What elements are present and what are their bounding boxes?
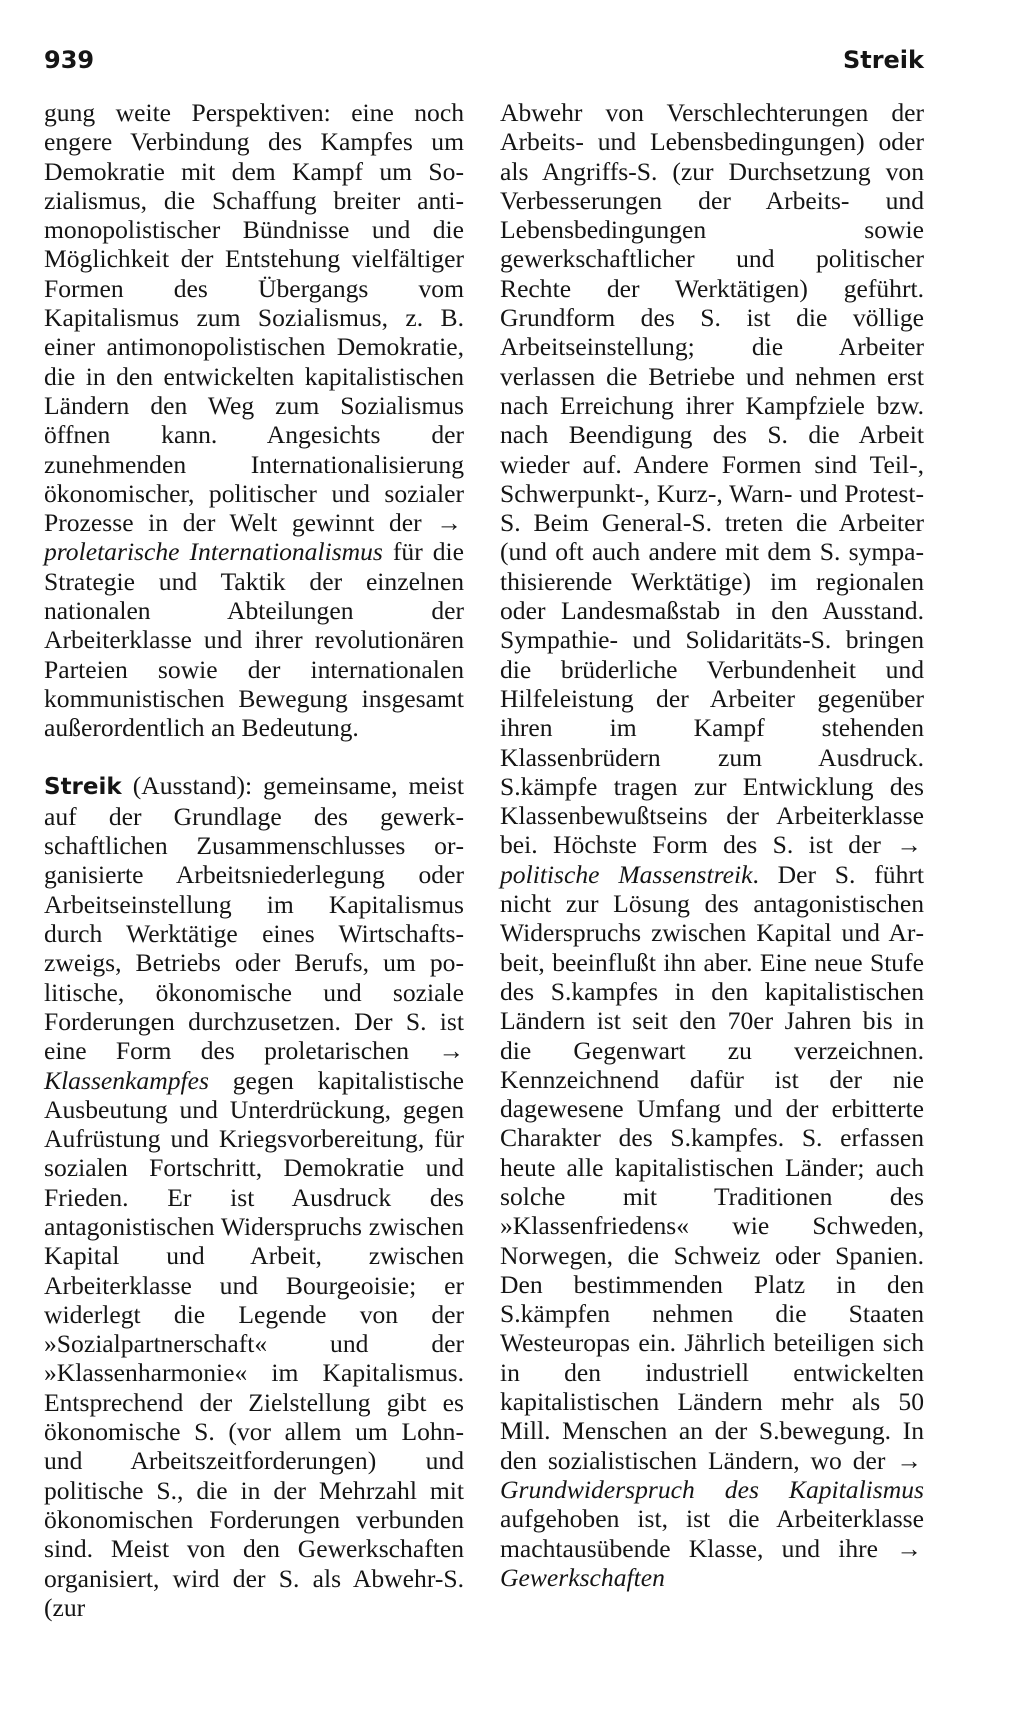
- cross-reference: Gewerkschaften: [500, 1562, 665, 1592]
- running-head: Streik: [842, 46, 924, 74]
- entry-headword: Streik: [44, 773, 122, 800]
- entry-text: für die Strategie und Taktik der einzelnen nationalen Abteilungen der Arbeiterklasse und ihrer revolutionären Parteien sowie der internationalen kommunistischen Bewegung insgesamt außerordentlich an Bedeutung.: [44, 537, 464, 743]
- entry-text: gegen kapitalistische Ausbeutung und Unterdrückung, gegen Aufrüstung und Kriegsvorbereitung, für sozialen Fortschritt, Demokratie und Frieden. Er ist Ausdruck des antagonistischen Widerspruchs zwischen Kapital und Arbeit, zwischen Arbeiterklasse und Bourgeoisie; er widerlegt die Legende von der »Sozialpartnerschaft« und der »Klassenharmonie« im Kapitalismus. Entsprechend der Zielstellung gibt es ökonomische S. (vor allem um Lohn- und Arbeitszeitforderungen) und politische S., die in der Mehrzahl mit ökonomischen Forderungen verbunden sind. Meist von den Gewerkschaften organisiert, wird der S. als Abwehr-S. (zur: [44, 1065, 464, 1622]
- entry-text: (Ausstand): gemeinsame, meist auf der Grundlage des gewerkschaftlichen Zusammenschlusses organisierte Arbeitsniederlegung oder Arbeitseinstellung im Kapitalismus durch Werktätige eines Wirtschaftszweigs, Betriebs oder Berufs, um politische, ökonomische und soziale Forderungen durchzusetzen. Der S. ist eine Form des proletarischen: [44, 770, 464, 1066]
- entry-text: gung weite Perspektiven: eine noch engere Verbindung des Kampfes um Demokratie mit dem Kampf um Sozialismus, die Schaffung breiter antimonopolistischer Bündnisse und die Möglichkeit der Entstehung vielfältiger Formen des Übergangs vom Kapitalismus zum Sozialismus, z. B. einer antimonopolistischen Demokratie, die in den entwickelten kapitalistischen Ländern den Weg zum Sozialismus öffnen kann. Angesichts der zunehmenden Internationalisierung ökonomischer, politischer und sozialer Prozesse in der Welt gewinnt der: [44, 98, 464, 538]
- entry-text: Abwehr von Verschlechterungen der Arbeits- und Lebensbedingungen) oder als Angriffs-S. (zur Durchsetzung von Verbesserungen der Arbeits- und Lebensbedingungen sowie gewerkschaftlicher und politischer Rechte der Werktätigen) geführt. Grundform des S. ist die völlige Arbeitseinstellung; die Arbeiter verlassen die Betriebe und nehmen erst nach Erreichung ihrer Kampfziele bzw. nach Beendigung des S. die Arbeit wieder auf. Andere Formen sind Teil-, Schwerpunkt-, Kurz-, Warn- und Protest-S. Beim General-S. treten die Arbeiter (und oft auch andere mit dem S. sympathisierende Werktätige) im regionalen oder Landesmaßstab in den Ausstand. Sympathie- und Solidaritäts-S. bringen die brüderliche Verbundenheit und Hilfeleistung der Arbeiter gegenüber ihren im Kampf stehenden Klassenbrüdern zum Ausdruck. S.kämpfe tragen zur Entwicklung des Klassenbewußtseins der Arbeiterklasse bei. Höchste Form des S. ist der: [500, 98, 924, 860]
- page-number: 939: [44, 46, 95, 74]
- entry-streik-continued: [500, 98, 924, 1592]
- entry-streik: [44, 771, 464, 1623]
- right-arrow-icon: →: [896, 1533, 922, 1563]
- page-header: [44, 44, 924, 84]
- entry-text: . Der S. führt nicht zur Lösung des antagonistischen Widerspruchs zwischen Kapital und Arbeit, beeinflußt ihn aber. Eine neue Stufe des S.kampfes in den kapitalistischen Ländern ist seit den 70er Jahren bis in die Gegenwart zu verzeichnen. Kennzeichnend dafür ist der nie dagewesene Umfang und der erbitterte Charakter des S.kampfes. S. erfassen heute alle kapitalistischen Länder; auch solche mit Traditionen des »Klassenfriedens« wie Schweden, Norwegen, die Schweiz oder Spanien. Den bestimmenden Platz in den S.kämpfen nehmen die Staaten Westeuropas ein. Jährlich beteiligen sich in den industriell entwickelten kapitalistischen Ländern mehr als 50 Mill. Menschen an der S.bewegung. In den sozialistischen Ländern, wo der: [500, 859, 924, 1475]
- right-arrow-icon: →: [896, 1445, 922, 1475]
- cross-reference: Klassenkampfes: [44, 1065, 209, 1095]
- right-arrow-icon: →: [438, 1036, 464, 1066]
- entry-text: aufgehoben ist, ist die Arbeiterklasse machtausübende Klasse, und ihre: [500, 1504, 924, 1563]
- right-column: [500, 98, 924, 1592]
- right-arrow-icon: →: [896, 830, 922, 860]
- right-arrow-icon: →: [436, 508, 462, 538]
- cross-reference: politische Massenstreik: [500, 859, 753, 889]
- cross-reference: Grundwiderspruch des Kapitalismus: [500, 1474, 924, 1504]
- left-column: [44, 98, 464, 1622]
- continued-entry-paragraph: [44, 98, 464, 743]
- cross-reference: proletarische Internationalismus: [44, 537, 383, 567]
